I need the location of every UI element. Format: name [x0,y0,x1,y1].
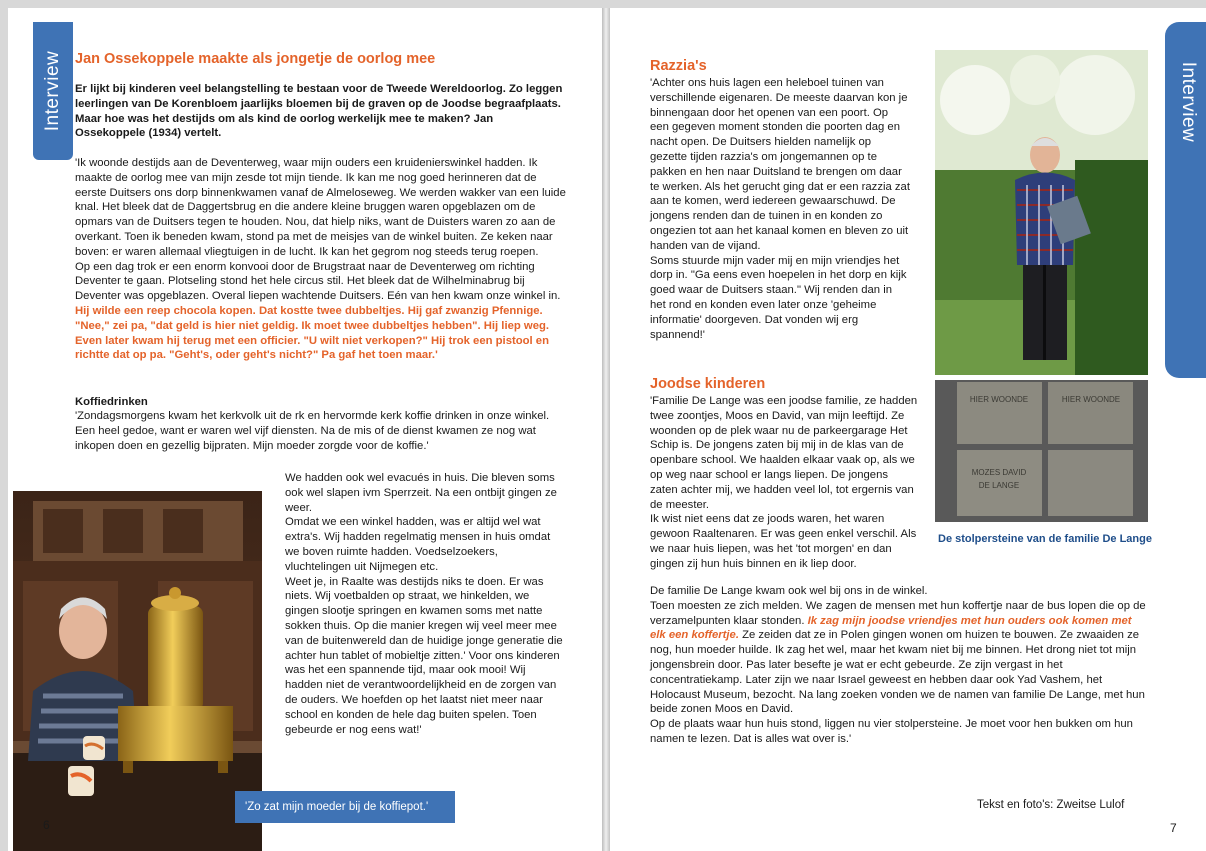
body-paragraph [650,599,1148,717]
body-paragraph: De familie De Lange kwam ook wel bij ons in de winkel. [650,585,928,597]
body-text-right-column [285,471,563,737]
body-paragraph: Omdat we een winkel hadden, was er altijd wel wat extra's. Wij hadden regelmatig mensen in huis omdat we boven ruimte hadden. Voedselzoekers, vluchtelingen uit Nijmegen etc. [285,516,551,573]
body-paragraph: Op de plaats waar hun huis stond, liggen nu vier stolpersteine. Je moet voor hen bukken om hun namen te lezen. Dat is alles wat over is.' [650,718,1133,745]
photo-illustration [935,380,1148,522]
body-paragraph: 'Familie De Lange was een joodse familie, ze hadden twee zoontjes, Moos en David, van mijn leeftijd. Ze woonden op de plek waar nu de parkeergarage Het Schip is. De jongens zaten bij mij in de klas van de openbare school. We haalden elkaar vaak op, als we op weg naar school er langs liepen. De jongens zaten achter mij, we hadden veel lol, tot ergernis van de meester. [650,395,918,511]
photo-illustration [13,491,262,851]
body-text-1 [75,156,571,363]
body-paragraph: We hadden ook wel evacués in huis. Die bleven soms ook wel slapen ivm Sperrzeit. Na een ontbijt gingen ze weer. [285,472,557,514]
article-title: Jan Ossekoppele maakte als jongetje de oorlog mee [75,51,436,67]
subheading-koffiedrinken: Koffiedrinken [75,396,148,408]
body-paragraph: 'Ik woonde destijds aan de Deventerweg, waar mijn ouders een kruidenierswinkel hadden. Ik maakte de oorlog mee van mijn zesde tot mijn tiende. Ik kan me nog goed herinneren dat de eerste Duitsers ons dorp binnenkwamen vanaf de Almeloseweg. We werden wakker van een luide knal. Het bleek dat de Daggertsbrug en die andere kleine bruggen waren opgeblazen om de opmars van de Duitsers tegen te houden. Nou, dat hielp niks, want de Duisters waren zo aan de overkant. Toen ik beneden kwam, stond pa met de meisjes van de winkel buiten. Ze keken naar boven: er waren allemaal vliegtuigen in de lucht. Ik kan het gegrom nog steeds terug roepen. [75,157,566,258]
right-page [610,8,1206,851]
body-text: Ze zeiden dat ze in Polen gingen wonen om huizen te bouwen. Ze zwaaiden ze nog, hun moeder huilde. Ik zag het wel, maar het kwam niet bij me binnen. Het drong niet tot mijn jongensbrein door. Pas later besefte je wat er echt gebeurde. Ze zijn vergast in het concentratiekamp. Later zijn we naar Israel geweest en hebben daar ook Yad Vashem, het Holocaust Museum, bezocht. Na lang zoeken vonden we de namen van familie De Lange, met hun beide zonen Moos en David. [650,629,1145,716]
body-text: Toen moesten ze zich melden. We zagen de mensen met hun koffertje naar de bus lopen die op de verzamelpunten klaar stonden. [650,599,1146,627]
body-text-koffie: 'Zondagsmorgens kwam het kerkvolk uit de rk en hervormde kerk koffie drinken in onze winkel. Een heel gedoe, want er waren wel vijf diensten. Na de mis of de dienst kwamen ze nog wat inkopen doen en gezellig bijpraten. Mijn moeder zorgde voor de koffie.' [75,410,550,452]
body-text-joodse-2 [650,584,1148,747]
section-tab-right [1165,22,1206,378]
highlight-quote: Ik zag mijn joodse vriendjes met hun ouders ook komen met elk een koffertje. [650,614,1132,642]
stolpersteine-caption: De stolpersteine van de familie De Lange [938,533,1152,545]
body-text: Op een dag trok er een enorm konvooi door de Brugstraat naar de Deventerweg om richting Deventer te gaan. Plotseling stond het hele circus stil. Het bleek dat de Wilhelminabrug bij Deventer was opgeblazen. Overal liepen wachtende Duitsers. Eén van hen kwam onze winkel in. [75,260,561,303]
body-paragraph: 'Achter ons huis lagen een heleboel tuinen van verschillende eigenaren. De meeste daarvan kon je binnengaan door het openen van een poort. Op een gegeven moment stonden die poorten dag en nacht open. De Duitsers hielden namelijk op gezette tijden razzia's om jongemannen op te pakken en hen naar Duitsland te brengen om daar te werken. Als het gerucht ging dat er een razzia zat aan te komen, werd iedereen gewaarschuwd. De jongens renden dan de tuinen in en konden zo ongezien tot aan het kanaal komen en bleven zo uit handen van de vijand. [650,77,910,252]
photo-illustration [935,50,1148,375]
body-text-razzias [650,76,910,342]
photo-credit: Tekst en foto's: Zweitse Lulof [977,799,1125,811]
photo-stolpersteine [935,380,1148,522]
section-label: Interview [42,50,63,132]
section-label: Interview [1178,61,1199,143]
photo-man-garden [935,50,1148,375]
photo-caption-box: 'Zo zat mijn moeder bij de koffiepot.' [235,791,455,823]
body-paragraph: Weet je, in Raalte was destijds niks te doen. Er was niets. Wij voetbalden op straat, we hinkelden, we gingen slootje springen en kwamen soms met natte sokken thuis. Op die manier kregen wij veel meer mee van de buitenwereld dan de huidige jonge generatie die achter hun tablet of mobieltje zitten.' Voor ons kinderen was het een spannende tijd, maar ook mooi! Wij hadden niet de verantwoordelijkheid en de zorgen van de ouders. We hoefden op het laatst niet meer naar school en konden de hele dag buiten spelen. Toen gebeurde er nog eens wat!' [285,575,563,736]
heading-joodse-kinderen: Joodse kinderen [650,376,766,392]
stone-text: HIER WOONDE [969,395,1029,404]
page-gutter [602,8,610,851]
stone-text: DE LANGE [978,481,1020,490]
body-paragraph: Soms stuurde mijn vader mij en mijn vriendjes het dorp in. "Ga eens even hoepelen in het dorp en kijk goed waar de Duitsers staan." Wij renden dan in het rond en konden even later onze 'geheime informatie' doorgeven. Dat vonden wij erg spannend!' [650,254,907,341]
heading-razzias: Razzia's [650,58,707,74]
page-number-right: 7 [1170,821,1177,835]
body-paragraph [75,260,571,364]
left-page [8,8,602,851]
page-number-left: 6 [43,818,50,832]
stone-text: HIER WOONDE [1061,395,1121,404]
section-tab-left [33,22,73,160]
stone-text: MOZES DAVID [971,468,1027,477]
body-text-joodse-1 [650,394,918,572]
body-paragraph: Ik wist niet eens dat ze joods waren, het waren gewoon Raaltenaren. Er was geen enkel verschil. Als we naar huis liepen, was het 'tot morgen' en dan gingen zij hun huis binnen en ik liep door. [650,513,917,570]
highlight-quote: Hij wilde een reep chocola kopen. Dat kostte twee dubbeltjes. Hij gaf zwanzig Pfennige. "Nee," zei pa, "dat geld is hier niet geldig. Ik moet twee dubbeltjes hebben". Hij liep weg. Even later kwam hij terug met een officier. "U wilt niet verkopen?" Hij trok een pistool en richtte dat op pa. "Geht's, oder geht's nicht?" Pa gaf het toen maar.' [75,304,550,362]
photo-man-coffee-urn [13,491,262,851]
article-intro: Er lijkt bij kinderen veel belangstelling te bestaan voor de Tweede Wereldoorlog. Zo leggen leerlingen van De Korenbloem jaarlijks bloemen bij de graven op de Joodse begraafplaats. Maar hoe was het destijds om als kind de oorlog werkelijk mee te maken? Jan Ossekoppele (1934) vertelt. [75,83,563,140]
